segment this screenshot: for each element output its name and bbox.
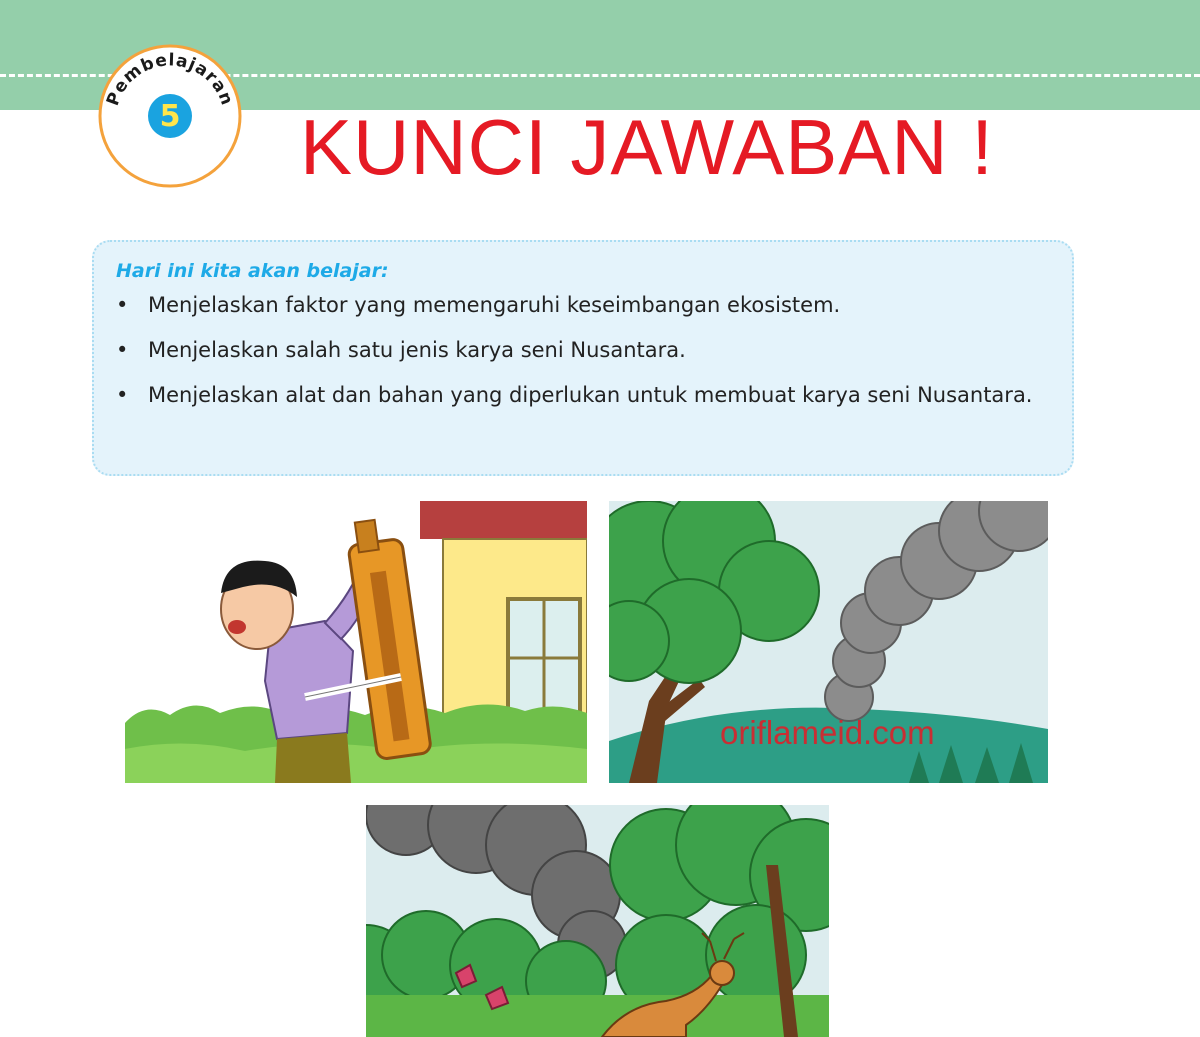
bullet: • [116,383,129,407]
learning-objectives-box [92,240,1074,476]
watermark: oriflameid.com [720,714,935,751]
list-item [116,290,1048,321]
badge-label: Pembelajaran [103,50,237,109]
illustration-boy-house [125,501,587,783]
objective-text: Menjelaskan faktor yang memengaruhi keseimbangan ekosistem. [148,293,841,317]
list-item [116,380,1048,411]
objectives-heading: Hari ini kita akan belajar: [116,260,389,282]
objective-text: Menjelaskan salah satu jenis karya seni Nusantara. [148,338,686,362]
page-title: KUNCI JAWABAN ! [300,103,994,191]
list-item [116,335,1048,366]
objectives-list [116,290,1048,411]
lesson-badge [96,42,244,190]
illustration-forest-fire [366,805,829,1037]
lesson-number: 5 [148,94,192,138]
objective-text: Menjelaskan alat dan bahan yang diperlukan untuk membuat karya seni Nusantara. [148,383,1033,407]
bullet: • [116,338,129,362]
bullet: • [116,293,129,317]
